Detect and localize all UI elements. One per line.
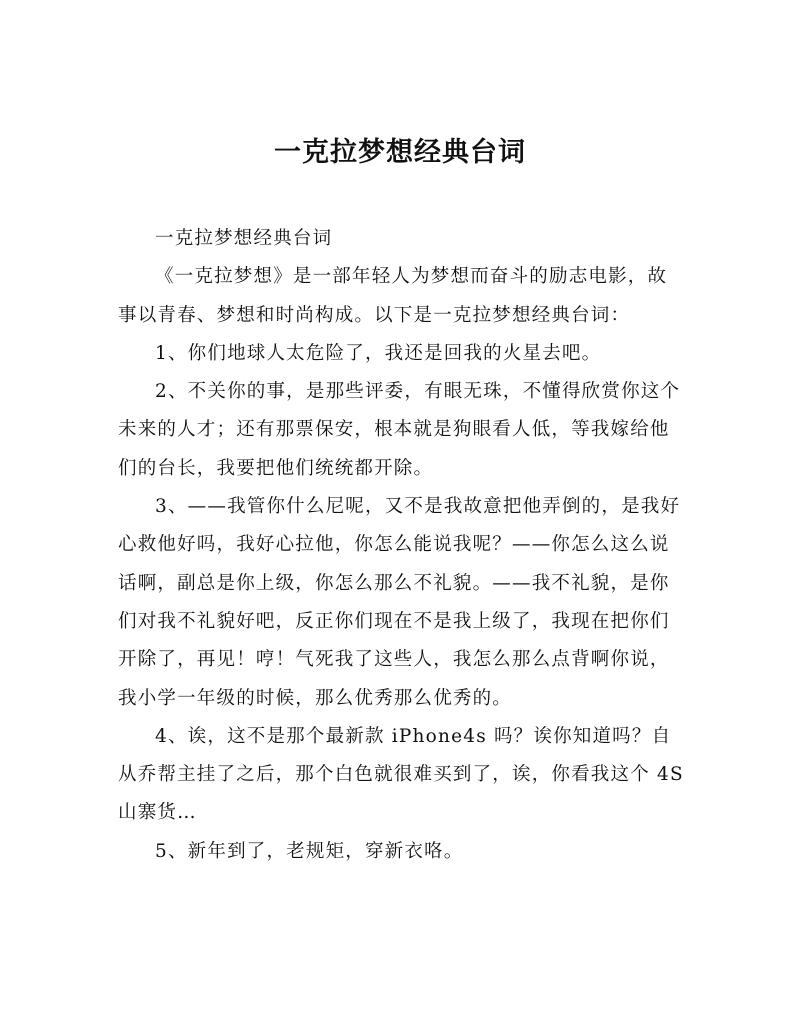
paragraph-intro: 《一克拉梦想》是一部年轻人为梦想而奋斗的励志电影，故事以青春、梦想和时尚构成。以下是一克拉梦想经典台词： bbox=[118, 266, 668, 326]
document-body bbox=[118, 220, 684, 871]
paragraph-quote-1: 1、你们地球人太危险了，我还是回我的火星去吧。 bbox=[155, 342, 602, 364]
paragraph-subtitle: 一克拉梦想经典台词 bbox=[155, 228, 333, 249]
document-title: 一克拉梦想经典台词 bbox=[274, 137, 526, 168]
paragraph-quote-3: 3、——我管你什么尼呢，又不是我故意把他弄倒的，是我好心救他好吗，我好心拉他，你怎么能说我呢？——你怎么这么说话啊，副总是你上级，你怎么那么不礼貌。——我不礼貌，是你们对我不礼貌好吧，反正你们现在不是我上级了，我现在把你们开除了，再见！哼！气死我了这些人，我怎么那么点背啊你说，我小学一年级的时候，那么优秀那么优秀的。 bbox=[118, 496, 681, 709]
paragraph-quote-2: 2、不关你的事，是那些评委，有眼无珠，不懂得欣赏你这个未来的人才；还有那票保安，根本就是狗眼看人低，等我嫁给他们的台长，我要把他们统统都开除。 bbox=[118, 381, 681, 479]
paragraph-quote-4: 4、诶，这不是那个最新款 iPhone4s 吗？诶你知道吗？自从乔帮主挂了之后，那个白色就很难买到了，诶，你看我这个 4S 山寨货… bbox=[118, 725, 684, 824]
paragraph-quote-5: 5、新年到了，老规矩，穿新衣咯。 bbox=[155, 840, 464, 862]
